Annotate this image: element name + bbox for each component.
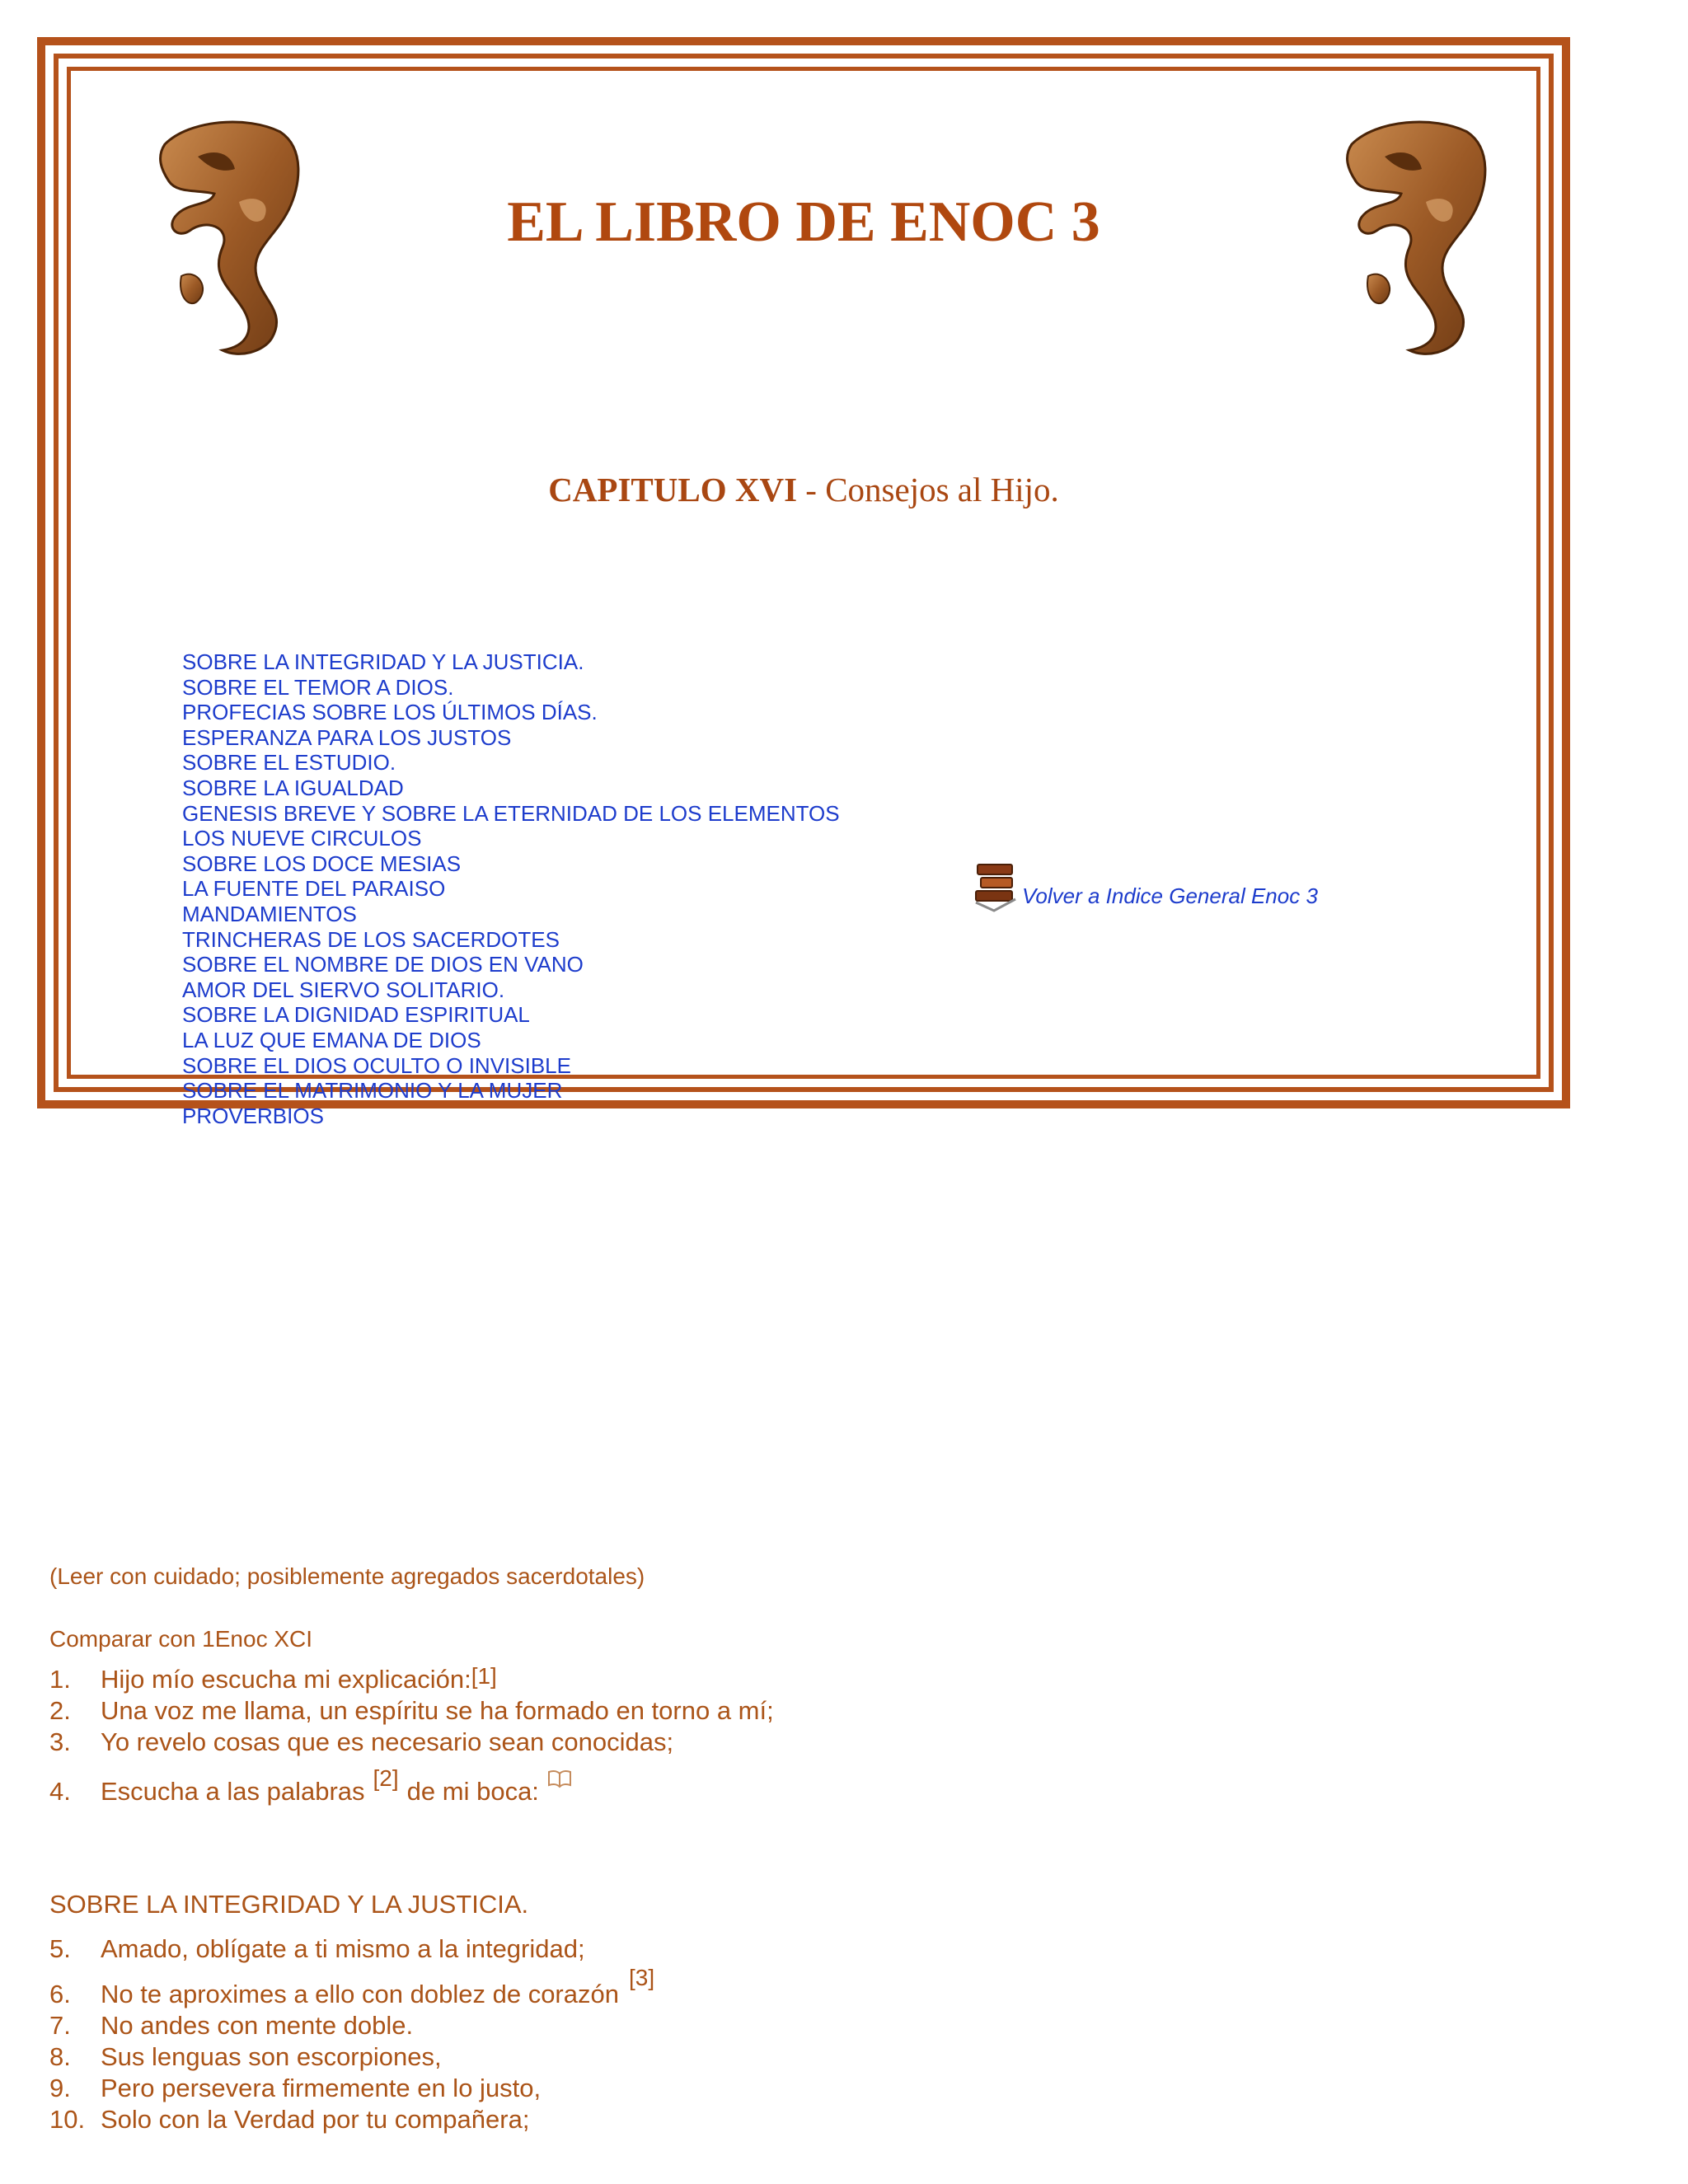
- toc-link[interactable]: SOBRE EL NOMBRE DE DIOS EN VANO: [182, 952, 584, 977]
- back-to-index-label: Volver a Indice General Enoc 3: [1022, 883, 1318, 908]
- verse-number: 6.: [49, 1980, 71, 2008]
- chapter-subtitle: Consejos al Hijo.: [825, 471, 1059, 509]
- verse-text: No te aproximes a ello con doblez de corazón: [101, 1980, 619, 2008]
- verse-text: Amado, oblígate a ti mismo a la integridad;: [101, 1934, 585, 1963]
- toc-link[interactable]: SOBRE EL MATRIMONIO Y LA MUJER: [182, 1078, 563, 1104]
- table-of-contents: [182, 649, 840, 1128]
- toc-link[interactable]: SOBRE EL DIOS OCULTO O INVISIBLE: [182, 1052, 571, 1078]
- chapter-separator: -: [797, 471, 826, 509]
- chapter-heading: [45, 470, 1562, 509]
- verse-number: 5.: [49, 1934, 71, 1963]
- verse-text: No andes con mente doble.: [101, 2011, 414, 2040]
- toc-link[interactable]: SOBRE LA INTEGRIDAD Y LA JUSTICIA.: [182, 649, 584, 674]
- toc-link[interactable]: AMOR DEL SIERVO SOLITARIO.: [182, 977, 505, 1002]
- verse-item: [49, 2041, 654, 2072]
- verse-text: Pero persevera firmemente en lo justo,: [101, 2074, 542, 2102]
- verse-item: [49, 1757, 774, 1807]
- caution-note: (Leer con cuidado; posiblemente agregados sacerdotales): [49, 1563, 645, 1589]
- toc-link[interactable]: SOBRE LOS DOCE MESIAS: [182, 851, 462, 876]
- page-title: EL LIBRO DE ENOC 3: [507, 190, 1100, 254]
- verse-number: 7.: [49, 2011, 71, 2040]
- verse-number: 2.: [49, 1696, 71, 1725]
- verse-item: [49, 2072, 654, 2103]
- verse-number: 1.: [49, 1665, 71, 1694]
- toc-link[interactable]: SOBRE EL TEMOR A DIOS.: [182, 674, 454, 700]
- books-icon: [973, 861, 1019, 912]
- header-frame: [37, 37, 1570, 1128]
- toc-link[interactable]: LA FUENTE DEL PARAISO: [182, 876, 446, 902]
- verse-item: [49, 1929, 654, 1970]
- verse-item: [49, 1726, 774, 1757]
- verse-number: 9.: [49, 2074, 71, 2102]
- verse-text: Solo con la Verdad por tu compañera;: [101, 2105, 530, 2134]
- verse-text-before: Escucha a las palabras: [101, 1777, 365, 1806]
- toc-link[interactable]: ESPERANZA PARA LOS JUSTOS: [182, 724, 512, 750]
- toc-link[interactable]: MANDAMIENTOS: [182, 901, 357, 926]
- toc-link[interactable]: SOBRE EL ESTUDIO.: [182, 750, 396, 776]
- verse-number: 8.: [49, 2042, 71, 2071]
- verse-text: Hijo mío escucha mi explicación:: [101, 1665, 471, 1694]
- open-book-icon[interactable]: [547, 1769, 572, 1788]
- verse-item: [49, 2009, 654, 2041]
- toc-link[interactable]: LOS NUEVE CIRCULOS: [182, 826, 422, 851]
- footnote-link[interactable]: [3]: [628, 1965, 655, 1990]
- verse-number: 3.: [49, 1727, 71, 1756]
- verse-number: 4.: [49, 1777, 71, 1806]
- compare-note: Comparar con 1Enoc XCI: [49, 1626, 313, 1652]
- verse-text: Sus lenguas son escorpiones,: [101, 2042, 442, 2071]
- toc-link[interactable]: PROFECIAS SOBRE LOS ÚLTIMOS DÍAS.: [182, 700, 598, 725]
- toc-link[interactable]: PROVERBIOS: [182, 1103, 324, 1128]
- verse-text-after: de mi boca:: [406, 1777, 539, 1806]
- section-heading: SOBRE LA INTEGRIDAD Y LA JUSTICIA.: [49, 1890, 529, 1919]
- toc-link[interactable]: SOBRE LA DIGNIDAD ESPIRITUAL: [182, 1002, 530, 1028]
- chapter-label: CAPITULO XVI: [548, 471, 798, 509]
- verse-text: Una voz me llama, un espíritu se ha formado en torno a mí;: [101, 1696, 774, 1725]
- verse-item: [49, 1694, 774, 1726]
- toc-link[interactable]: SOBRE LA IGUALDAD: [182, 775, 404, 800]
- toc-link[interactable]: LA LUZ QUE EMANA DE DIOS: [182, 1027, 481, 1052]
- footnote-link[interactable]: [1]: [471, 1663, 497, 1689]
- verse-item: [49, 2103, 654, 2135]
- back-to-index-link[interactable]: [973, 861, 1318, 912]
- verse-item: [49, 1965, 655, 2009]
- verse-text: Yo revelo cosas que es necesario sean conocidas;: [101, 1727, 674, 1756]
- footnote-link[interactable]: [2]: [373, 1765, 399, 1791]
- toc-link[interactable]: GENESIS BREVE Y SOBRE LA ETERNIDAD DE LOS ELEMENTOS: [182, 800, 840, 826]
- verse-item: [49, 1663, 774, 1694]
- verse-list-intro: [49, 1663, 774, 1807]
- verse-number: 10.: [49, 2105, 86, 2134]
- verse-list-section: [49, 1929, 654, 2135]
- toc-link[interactable]: TRINCHERAS DE LOS SACERDOTES: [182, 926, 560, 952]
